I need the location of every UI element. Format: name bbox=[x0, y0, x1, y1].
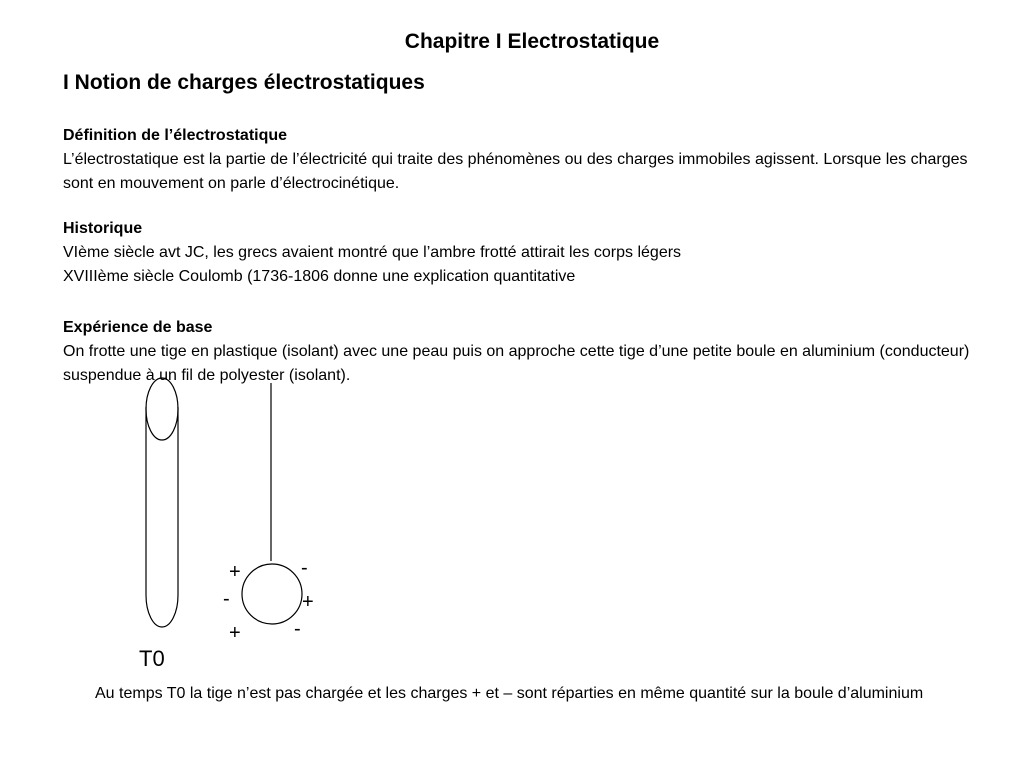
history-line-2: XVIIIème siècle Coulomb (1736-1806 donne une explication quantitative bbox=[63, 268, 576, 285]
charge-sign: + bbox=[302, 591, 314, 613]
experiment-heading: Expérience de base bbox=[63, 319, 213, 336]
charge-sign: + bbox=[229, 561, 241, 583]
state-label: T0 bbox=[139, 646, 165, 671]
charge-sign: - bbox=[223, 588, 230, 610]
plastic-rod-top bbox=[146, 378, 178, 440]
diagram-caption: Au temps T0 la tige n’est pas chargée et les charges + et – sont réparties en même quantité sur la boule d’aluminium bbox=[95, 685, 924, 702]
charge-sign: + bbox=[229, 622, 241, 644]
charge-sign: - bbox=[301, 557, 308, 579]
history-heading: Historique bbox=[63, 220, 143, 237]
experiment-text: On frotte une tige en plastique (isolant) avec une peau puis on approche cette tige d’une petite boule en aluminium (conducteur) suspendue à un fil de polyester (isolant). bbox=[63, 343, 970, 384]
aluminium-ball bbox=[242, 564, 302, 624]
definition-heading: Définition de l’électrostatique bbox=[63, 127, 288, 144]
definition-text: L’électrostatique est la partie de l’électricité qui traite des phénomènes ou des charges immobiles agissent. Lorsque les charges sont en mouvement on parle d’électrocinétique. bbox=[63, 151, 968, 192]
section-title: I Notion de charges électrostatiques bbox=[63, 71, 425, 94]
history-line-1: VIème siècle avt JC, les grecs avaient montré que l’ambre frotté attirait les corps légers bbox=[63, 244, 682, 261]
chapter-title: Chapitre I Electrostatique bbox=[404, 30, 660, 53]
charge-sign: - bbox=[294, 618, 301, 640]
